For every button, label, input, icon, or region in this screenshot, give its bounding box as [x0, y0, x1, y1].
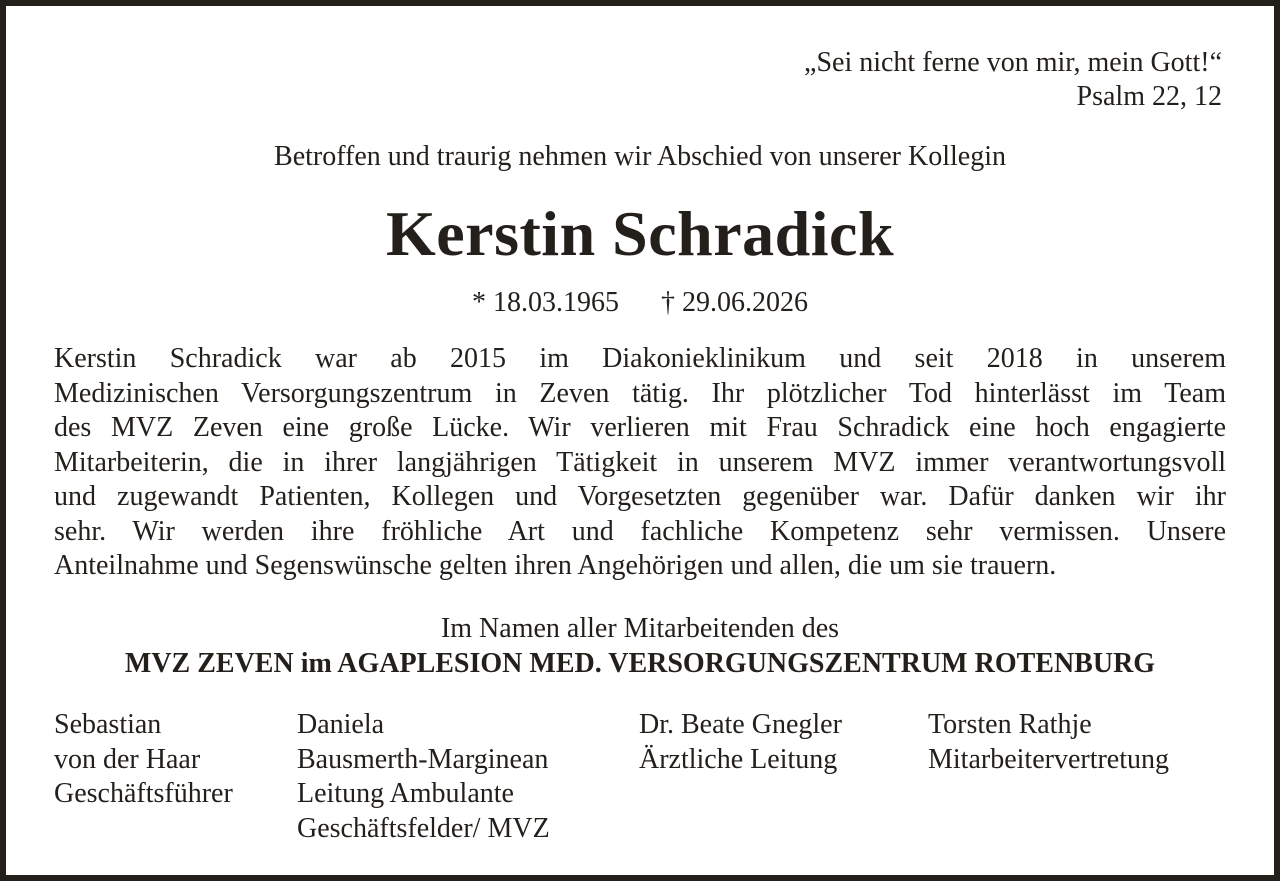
quote-source: Psalm 22, 12 [1076, 81, 1222, 112]
signoff-intro: Im Namen aller Mitarbeitenden des [440, 613, 840, 644]
signatory-line: Bausmerth-Marginean [297, 743, 549, 775]
signatory-line: Sebastian [54, 709, 162, 740]
signatory [639, 708, 842, 777]
signatory [54, 708, 233, 812]
signatory [297, 708, 550, 846]
intro-line: Betroffen und traurig nehmen wir Abschied von unserer Kollegin [274, 141, 1006, 172]
signatory-line: Ärztliche Leitung [639, 743, 838, 775]
signatory-line: Torsten Rathje [928, 709, 1092, 740]
signatory-line: Geschäftsfelder/ MVZ [297, 812, 550, 844]
quote-text: „Sei nicht ferne von mir, mein Gott!“ [804, 47, 1222, 78]
text-line: Medizinischen Versorgungszentrum in Zeven tätig. Ihr plötzlicher Tod hinterlässt im Team [54, 377, 1226, 409]
signatory-line: Geschäftsführer [54, 778, 233, 809]
text-line: und zugewandt Patienten, Kollegen und Vorgesetzten gegenüber war. Dafür danken wir ihr [54, 481, 1226, 512]
text-line: sehr. Wir werden ihre fröhliche Art und fachliche Kompetenz sehr vermissen. Unsere [54, 515, 1226, 547]
obituary-text [54, 342, 1226, 584]
signatory [928, 708, 1169, 777]
signatory-line: Leitung Ambulante [297, 778, 514, 809]
text-line: Kerstin Schradick war ab 2015 im Diakonieklinikum und seit 2018 in unserem [54, 343, 1226, 374]
birth-date: * 18.03.1965 [472, 287, 619, 318]
death-date: † 29.06.2026 [661, 287, 808, 318]
deceased-name: Kerstin Schradick [385, 198, 895, 269]
bible-quote [804, 46, 1222, 114]
organization-name: MVZ ZEVEN im AGAPLESION MED. VERSORGUNGSZENTRUM ROTENBURG [124, 648, 1156, 679]
life-dates [6, 286, 1274, 320]
signatory-line: Daniela [297, 709, 385, 740]
text-line: des MVZ Zeven eine große Lücke. Wir verlieren mit Frau Schradick eine hoch engagierte [54, 412, 1226, 443]
signatory-line: Mitarbeitervertretung [928, 743, 1170, 775]
signatory-line: von der Haar [54, 743, 201, 775]
text-line: Anteilnahme und Segenswünsche gelten ihren Angehörigen und allen, die um sie trauern. [54, 550, 1057, 581]
signatory-line: Dr. Beate Gnegler [639, 709, 842, 740]
text-line: Mitarbeiterin, die in ihrer langjährigen Tätigkeit in unserem MVZ immer verantwortungsvoll [54, 446, 1226, 478]
